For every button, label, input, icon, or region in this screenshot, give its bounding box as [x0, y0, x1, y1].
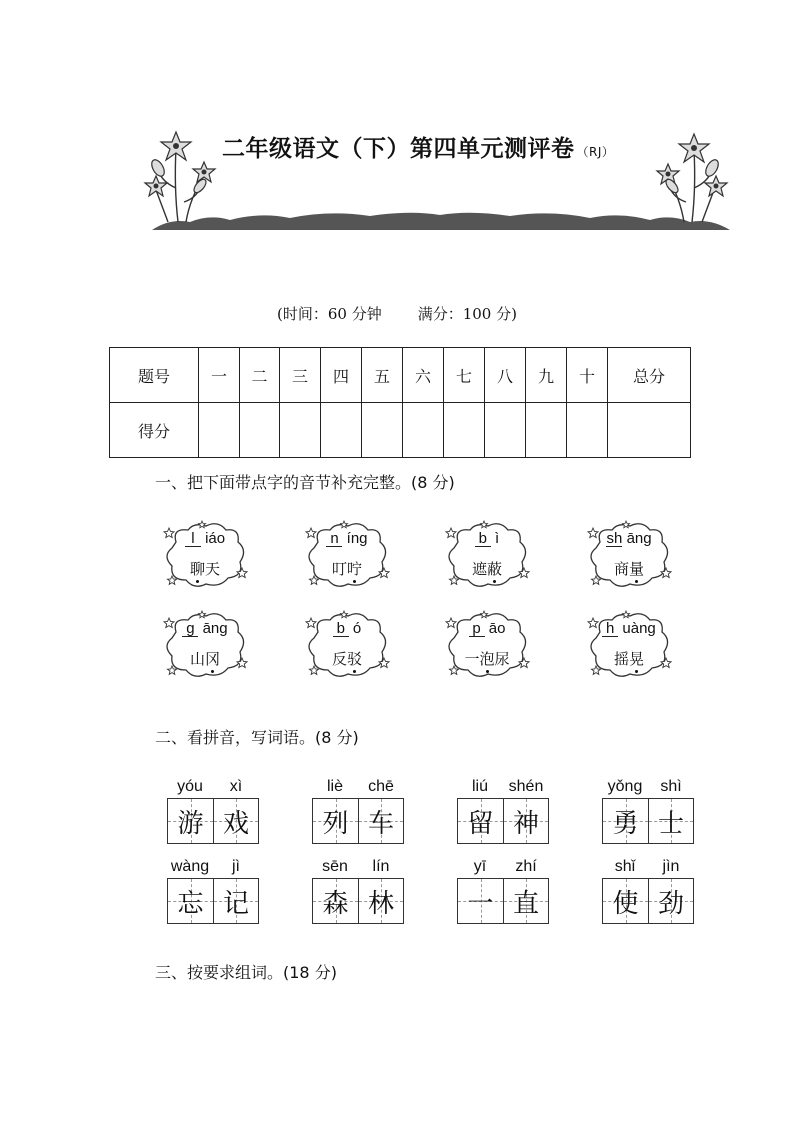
- tianzige-cell[interactable]: [168, 799, 213, 843]
- word-text: 一泡尿: [464, 650, 510, 668]
- tianzige-grid: [312, 798, 404, 844]
- tianzige-cell[interactable]: [603, 879, 648, 923]
- word-text: 山冈: [189, 650, 220, 668]
- total-score: 满分：100 分): [417, 305, 517, 323]
- hanzi-character: 车: [367, 808, 394, 839]
- header-cell: 四: [321, 348, 362, 403]
- pinyin-row: [167, 858, 259, 878]
- tianzige-cell[interactable]: [213, 879, 258, 923]
- section-1-title: 一、把下面带点字的音节补充完整。(8 分): [155, 473, 455, 492]
- score-cell[interactable]: [485, 403, 526, 458]
- pinyin-syllable: [444, 530, 530, 547]
- pinyin-text: shǐ: [614, 858, 636, 875]
- initial-blank[interactable]: b: [475, 531, 491, 547]
- pinyin-syllable: [444, 620, 530, 637]
- pinyin-text: yóu: [177, 778, 203, 795]
- tianzige-cell[interactable]: [313, 879, 358, 923]
- pinyin-row: [312, 778, 404, 798]
- pinyin-cloud-item: [444, 610, 530, 682]
- score-cell[interactable]: [403, 403, 444, 458]
- tianzige-grid: [167, 878, 259, 924]
- pinyin-word-box: [457, 858, 549, 924]
- pinyin-syllable: [304, 530, 390, 547]
- tianzige-cell[interactable]: [213, 799, 258, 843]
- time-limit: (时间：60 分钟: [277, 305, 382, 323]
- pinyin-text: zhí: [515, 858, 537, 875]
- pinyin-row: [457, 858, 549, 878]
- header-cell: 一: [199, 348, 240, 403]
- pinyin-word-box: [602, 858, 694, 924]
- hanzi-character: 游: [177, 808, 204, 839]
- hanzi-character: 直: [512, 888, 539, 919]
- section-3-title: 三、按要求组词。(18 分): [155, 963, 337, 982]
- hanzi-character: 列: [322, 808, 349, 839]
- tianzige-cell[interactable]: [168, 879, 213, 923]
- word-text: 商量: [613, 560, 644, 578]
- pinyin-text: jìn: [662, 858, 680, 875]
- pinyin-word-box: [602, 778, 694, 844]
- header-cell: 三: [280, 348, 321, 403]
- header-cell: 五: [362, 348, 403, 403]
- emphasis-dot: [196, 580, 199, 583]
- pinyin-row: [167, 778, 259, 798]
- tianzige-cell[interactable]: [503, 799, 548, 843]
- word-text: 摇晃: [613, 650, 644, 668]
- hanzi-character: 忘: [177, 888, 204, 919]
- score-table: [109, 347, 691, 458]
- pinyin-text: liú: [471, 778, 488, 795]
- syllable-final: āng: [202, 620, 228, 637]
- syllable-final: āng: [626, 530, 652, 547]
- syllable-final: ì: [495, 530, 500, 547]
- hanzi-character: 留: [467, 808, 494, 839]
- header-cell: 七: [444, 348, 485, 403]
- pinyin-text: sēn: [322, 858, 348, 875]
- section-2-title: 二、看拼音，写词语。(8 分): [155, 728, 359, 747]
- syllable-final: uàng: [622, 620, 656, 637]
- tianzige-grid: [602, 878, 694, 924]
- exam-info: [0, 303, 794, 324]
- tianzige-cell[interactable]: [503, 879, 548, 923]
- pinyin-text: chē: [368, 778, 394, 795]
- page-title: 二年级语文（下）第四单元测评卷 （RJ）: [222, 135, 615, 162]
- score-cell[interactable]: [526, 403, 567, 458]
- pinyin-row: [312, 858, 404, 878]
- pinyin-word-box: [312, 858, 404, 924]
- initial-blank[interactable]: sh: [606, 530, 623, 547]
- header-cell: 八: [485, 348, 526, 403]
- pinyin-row: [457, 778, 549, 798]
- tianzige-cell[interactable]: [648, 799, 693, 843]
- syllable-final: íng: [346, 530, 368, 547]
- pinyin-text: liè: [326, 778, 343, 795]
- tianzige-cell[interactable]: [313, 799, 358, 843]
- hanzi-character: 戏: [222, 808, 249, 839]
- initial-blank[interactable]: b: [333, 621, 349, 637]
- score-cell[interactable]: [240, 403, 280, 458]
- pinyin-word-box: [167, 778, 259, 844]
- tianzige-cell[interactable]: [358, 879, 403, 923]
- score-cell[interactable]: [444, 403, 485, 458]
- initial-blank[interactable]: l: [185, 531, 201, 547]
- syllable-final: iáo: [205, 530, 226, 547]
- pinyin-text: yī: [473, 858, 487, 875]
- pinyin-text: shì: [660, 778, 682, 795]
- word-text: 叮咛: [331, 560, 362, 578]
- initial-blank[interactable]: g: [182, 621, 198, 637]
- hanzi-character: 神: [512, 808, 539, 839]
- tianzige-cell[interactable]: [648, 879, 693, 923]
- emphasis-dot: [353, 670, 356, 673]
- pinyin-word-box: [312, 778, 404, 844]
- emphasis-dot: [211, 670, 214, 673]
- pinyin-word-box: [457, 778, 549, 844]
- score-cell[interactable]: [608, 403, 691, 458]
- pinyin-text: wàng: [170, 858, 210, 875]
- pinyin-cloud-item: [586, 610, 672, 682]
- hanzi-character: 勇: [612, 808, 639, 839]
- pinyin-cloud-item: [162, 520, 248, 592]
- score-cell[interactable]: [199, 403, 240, 458]
- pinyin-text: xì: [229, 778, 243, 795]
- header-cell: 十: [567, 348, 608, 403]
- score-table-score-row: [110, 403, 691, 458]
- tianzige-grid: [457, 798, 549, 844]
- word-text: 聊天: [189, 560, 220, 578]
- tianzige-cell[interactable]: [603, 799, 648, 843]
- header-cell: 总分: [608, 348, 691, 403]
- pinyin-word-box: [167, 858, 259, 924]
- tianzige-grid: [312, 878, 404, 924]
- pinyin-row: [602, 778, 694, 798]
- hanzi-character: 一: [467, 888, 494, 919]
- pinyin-cloud-item: [304, 610, 390, 682]
- pinyin-syllable: [162, 530, 248, 547]
- pinyin-syllable: [162, 620, 248, 637]
- pinyin-text: yǒng: [607, 778, 643, 795]
- tianzige-cell[interactable]: [358, 799, 403, 843]
- hanzi-character: 使: [612, 888, 639, 919]
- score-table-header-row: [110, 348, 691, 403]
- score-row-label: 得分: [110, 403, 199, 458]
- hanzi-character: 林: [367, 888, 394, 919]
- initial-blank[interactable]: n: [326, 531, 342, 547]
- pinyin-cloud-item: [444, 520, 530, 592]
- pinyin-text: shén: [508, 778, 544, 795]
- initial-blank[interactable]: h: [602, 621, 618, 637]
- tianzige-grid: [457, 878, 549, 924]
- tianzige-grid: [602, 798, 694, 844]
- pinyin-cloud-item: [304, 520, 390, 592]
- pinyin-text: lín: [372, 858, 390, 875]
- edition-tag: （RJ）: [576, 145, 615, 159]
- emphasis-dot: [486, 670, 489, 673]
- hanzi-character: 森: [322, 888, 349, 919]
- score-cell[interactable]: [321, 403, 362, 458]
- tianzige-cell[interactable]: [458, 799, 503, 843]
- header-cell: 题号: [110, 348, 199, 403]
- pinyin-syllable: [586, 620, 672, 637]
- initial-blank[interactable]: p: [469, 621, 485, 637]
- pinyin-text: jì: [232, 858, 240, 875]
- hanzi-character: 记: [222, 888, 249, 919]
- pinyin-syllable: [304, 620, 390, 637]
- emphasis-dot: [493, 580, 496, 583]
- emphasis-dot: [635, 670, 638, 673]
- pinyin-cloud-item: [162, 610, 248, 682]
- score-cell[interactable]: [567, 403, 608, 458]
- pinyin-row: [602, 858, 694, 878]
- emphasis-dot: [635, 580, 638, 583]
- tianzige-cell[interactable]: [458, 879, 503, 923]
- hanzi-character: 士: [657, 808, 684, 839]
- header-cell: 二: [240, 348, 280, 403]
- syllable-final: ó: [352, 620, 362, 637]
- pinyin-syllable: [586, 530, 672, 547]
- emphasis-dot: [353, 580, 356, 583]
- header-cell: 九: [526, 348, 567, 403]
- word-text: 反驳: [331, 650, 362, 668]
- score-cell[interactable]: [362, 403, 403, 458]
- score-cell[interactable]: [280, 403, 321, 458]
- syllable-final: āo: [488, 620, 506, 637]
- tianzige-grid: [167, 798, 259, 844]
- pinyin-cloud-item: [586, 520, 672, 592]
- word-text: 遮蔽: [471, 560, 502, 578]
- header-cell: 六: [403, 348, 444, 403]
- hanzi-character: 劲: [657, 888, 684, 919]
